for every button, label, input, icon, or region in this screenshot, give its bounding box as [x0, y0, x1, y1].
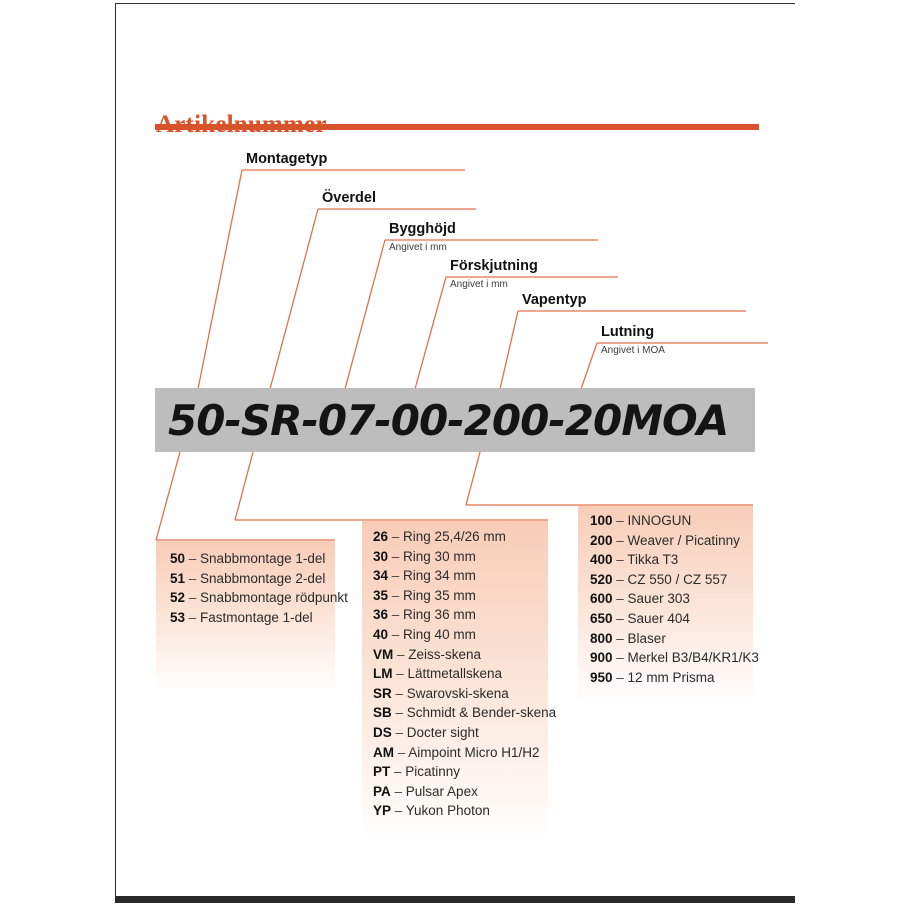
- legend-code: 800: [590, 630, 613, 646]
- legend-code: YP: [373, 803, 392, 819]
- legend-box-montagetyp: [156, 541, 348, 691]
- legend-label: Docter sight: [406, 724, 479, 740]
- legend-row: [590, 570, 753, 590]
- legend-box-overdel: [362, 521, 557, 843]
- callout-bygghojd-subtitle: Angivet i mm: [389, 242, 447, 253]
- legend-box-vapentyp: [578, 506, 759, 706]
- legend-separator: –: [612, 552, 628, 568]
- legend-label: 12 mm Prisma: [627, 669, 715, 685]
- callout-forskjutning-title: Förskjutning: [450, 258, 538, 274]
- bygghojd-diagonal: [345, 240, 385, 389]
- legend-code: 600: [590, 591, 613, 607]
- montagetyp-diagonal: [198, 170, 242, 389]
- legend-row: [373, 723, 548, 743]
- legend-separator: –: [612, 571, 628, 587]
- legend-code: SR: [373, 685, 392, 701]
- legend-row: [590, 609, 753, 629]
- legend-label: Merkel B3/B4/KR1/K3: [627, 650, 759, 666]
- legend-separator: –: [612, 532, 628, 548]
- callout-overdel: [322, 190, 376, 206]
- legend-code: SB: [373, 705, 392, 721]
- legend-code: 200: [590, 532, 613, 548]
- legend-code: 950: [590, 669, 613, 685]
- legend-separator: –: [388, 529, 404, 544]
- legend-label: Weaver / Picatinny: [627, 532, 740, 548]
- legend-code: 52: [170, 590, 186, 606]
- legend-code: 100: [590, 513, 613, 528]
- legend-code: 26: [373, 529, 389, 544]
- legend-row: [373, 743, 548, 763]
- legend-code: DS: [373, 724, 392, 740]
- legend-separator: –: [393, 646, 409, 662]
- legend-label: Swarovski-skena: [406, 685, 509, 701]
- legend-label: Ring 40 mm: [403, 626, 476, 642]
- vapentyp-diagonal: [500, 311, 518, 389]
- legend-separator: –: [390, 764, 406, 780]
- callout-bygghojd-title: Bygghöjd: [389, 221, 456, 237]
- legend-label: Ring 36 mm: [403, 607, 476, 623]
- legend-separator: –: [390, 783, 406, 799]
- title-underline: [155, 124, 759, 130]
- legend-row: [590, 511, 753, 531]
- legend-code: VM: [373, 646, 394, 662]
- callout-bygghojd: [389, 221, 456, 253]
- page-bottom-bar: [115, 896, 795, 903]
- legend-row: [170, 549, 335, 569]
- legend-row: [170, 569, 335, 589]
- legend-separator: –: [388, 568, 404, 584]
- legend-separator: –: [185, 570, 201, 586]
- legend-separator: –: [185, 590, 201, 606]
- legend-label: Ring 25,4/26 mm: [403, 529, 506, 544]
- legend-separator: –: [391, 724, 407, 740]
- legend-code: 520: [590, 571, 613, 587]
- forskjutning-diagonal: [415, 277, 446, 389]
- callout-lutning-title: Lutning: [601, 324, 655, 340]
- legend-code: PA: [373, 783, 391, 799]
- legend-label: Ring 30 mm: [403, 548, 476, 564]
- legend-separator: –: [391, 705, 407, 721]
- callout-forskjutning: [450, 258, 538, 290]
- legend-row: [590, 648, 759, 668]
- legend-rows-vapentyp: [578, 506, 759, 687]
- legend-separator: –: [392, 666, 408, 682]
- legend-label: Snabbmontage rödpunkt: [200, 590, 348, 606]
- callout-montagetyp: [246, 151, 327, 167]
- box-overdel-diagonal: [235, 452, 253, 520]
- legend-row: [590, 531, 753, 551]
- legend-row: [373, 782, 548, 802]
- callout-lutning: [601, 324, 665, 356]
- legend-label: Sauer 303: [627, 591, 690, 607]
- legend-rows-montagetyp: [156, 541, 348, 627]
- legend-separator: –: [612, 650, 628, 666]
- legend-code: 34: [373, 568, 389, 584]
- box-vapentyp-diagonal: [466, 452, 480, 505]
- legend-label: Sauer 404: [627, 610, 690, 626]
- legend-code: 51: [170, 570, 186, 586]
- legend-row: [590, 629, 753, 649]
- legend-row: [170, 588, 348, 608]
- legend-code: 30: [373, 548, 389, 564]
- page-left-border: [115, 3, 116, 898]
- legend-label: Blaser: [627, 630, 666, 646]
- box-montagetyp-diagonal: [156, 452, 180, 540]
- legend-label: Yukon Photon: [405, 803, 490, 819]
- legend-code: LM: [373, 666, 393, 682]
- legend-row: [373, 586, 548, 606]
- legend-separator: –: [185, 551, 201, 566]
- legend-code: 36: [373, 607, 389, 623]
- legend-code: PT: [373, 764, 391, 780]
- article-number-bar: [155, 388, 755, 452]
- legend-row: [170, 608, 335, 628]
- legend-label: Zeiss-skena: [408, 646, 482, 662]
- legend-row: [373, 664, 548, 684]
- callout-overdel-title: Överdel: [322, 190, 376, 206]
- legend-separator: –: [388, 626, 404, 642]
- legend-label: Picatinny: [405, 764, 461, 780]
- legend-code: 40: [373, 626, 389, 642]
- legend-separator: –: [391, 803, 406, 819]
- legend-code: AM: [373, 744, 394, 760]
- legend-code: 53: [170, 609, 186, 625]
- legend-code: 650: [590, 610, 613, 626]
- callout-montagetyp-title: Montagetyp: [246, 151, 328, 167]
- legend-row: [373, 605, 548, 625]
- legend-code: 50: [170, 551, 186, 566]
- legend-label: Tikka T3: [627, 552, 679, 568]
- legend-separator: –: [394, 744, 409, 760]
- callout-lutning-subtitle: Angivet i MOA: [601, 345, 665, 356]
- legend-row: [373, 547, 548, 567]
- legend-separator: –: [612, 610, 628, 626]
- legend-label: Ring 35 mm: [403, 587, 476, 603]
- legend-label: Lättmetallskena: [407, 666, 503, 682]
- legend-label: Aimpoint Micro H1/H2: [408, 744, 540, 760]
- legend-row: [590, 550, 753, 570]
- legend-row: [590, 589, 753, 609]
- legend-separator: –: [388, 587, 404, 603]
- legend-label: Schmidt & Bender-skena: [406, 705, 557, 721]
- legend-separator: –: [388, 548, 404, 564]
- legend-separator: –: [185, 609, 201, 625]
- article-number: 50-SR-07-00-200-20MOA: [168, 395, 729, 445]
- legend-separator: –: [612, 591, 628, 607]
- legend-code: 400: [590, 552, 613, 568]
- legend-label: Snabbmontage 1-del: [200, 551, 326, 566]
- legend-row: [373, 645, 548, 665]
- legend-rows-overdel: [362, 521, 557, 821]
- legend-separator: –: [612, 630, 628, 646]
- legend-separator: –: [612, 669, 628, 685]
- legend-row: [373, 527, 548, 547]
- legend-separator: –: [612, 513, 628, 528]
- legend-separator: –: [388, 607, 404, 623]
- callout-forskjutning-subtitle: Angivet i mm: [450, 279, 508, 290]
- legend-row: [373, 801, 548, 821]
- legend-label: Fastmontage 1-del: [200, 609, 313, 625]
- legend-row: [373, 703, 557, 723]
- overdel-diagonal: [270, 209, 318, 389]
- legend-row: [373, 762, 548, 782]
- legend-label: Pulsar Apex: [405, 783, 478, 799]
- legend-row: [373, 566, 548, 586]
- callout-vapentyp-title: Vapentyp: [522, 292, 587, 308]
- page-top-border: [115, 3, 795, 4]
- legend-row: [373, 684, 548, 704]
- legend-label: CZ 550 / CZ 557: [627, 571, 728, 587]
- legend-separator: –: [391, 685, 407, 701]
- legend-label: Ring 34 mm: [403, 568, 476, 584]
- callout-vapentyp: [522, 292, 586, 308]
- legend-label: INNOGUN: [627, 513, 692, 528]
- legend-label: Snabbmontage 2-del: [200, 570, 326, 586]
- legend-code: 35: [373, 587, 389, 603]
- legend-row: [373, 625, 548, 645]
- lutning-diagonal: [581, 343, 597, 389]
- legend-code: 900: [590, 650, 613, 666]
- legend-row: [590, 668, 753, 688]
